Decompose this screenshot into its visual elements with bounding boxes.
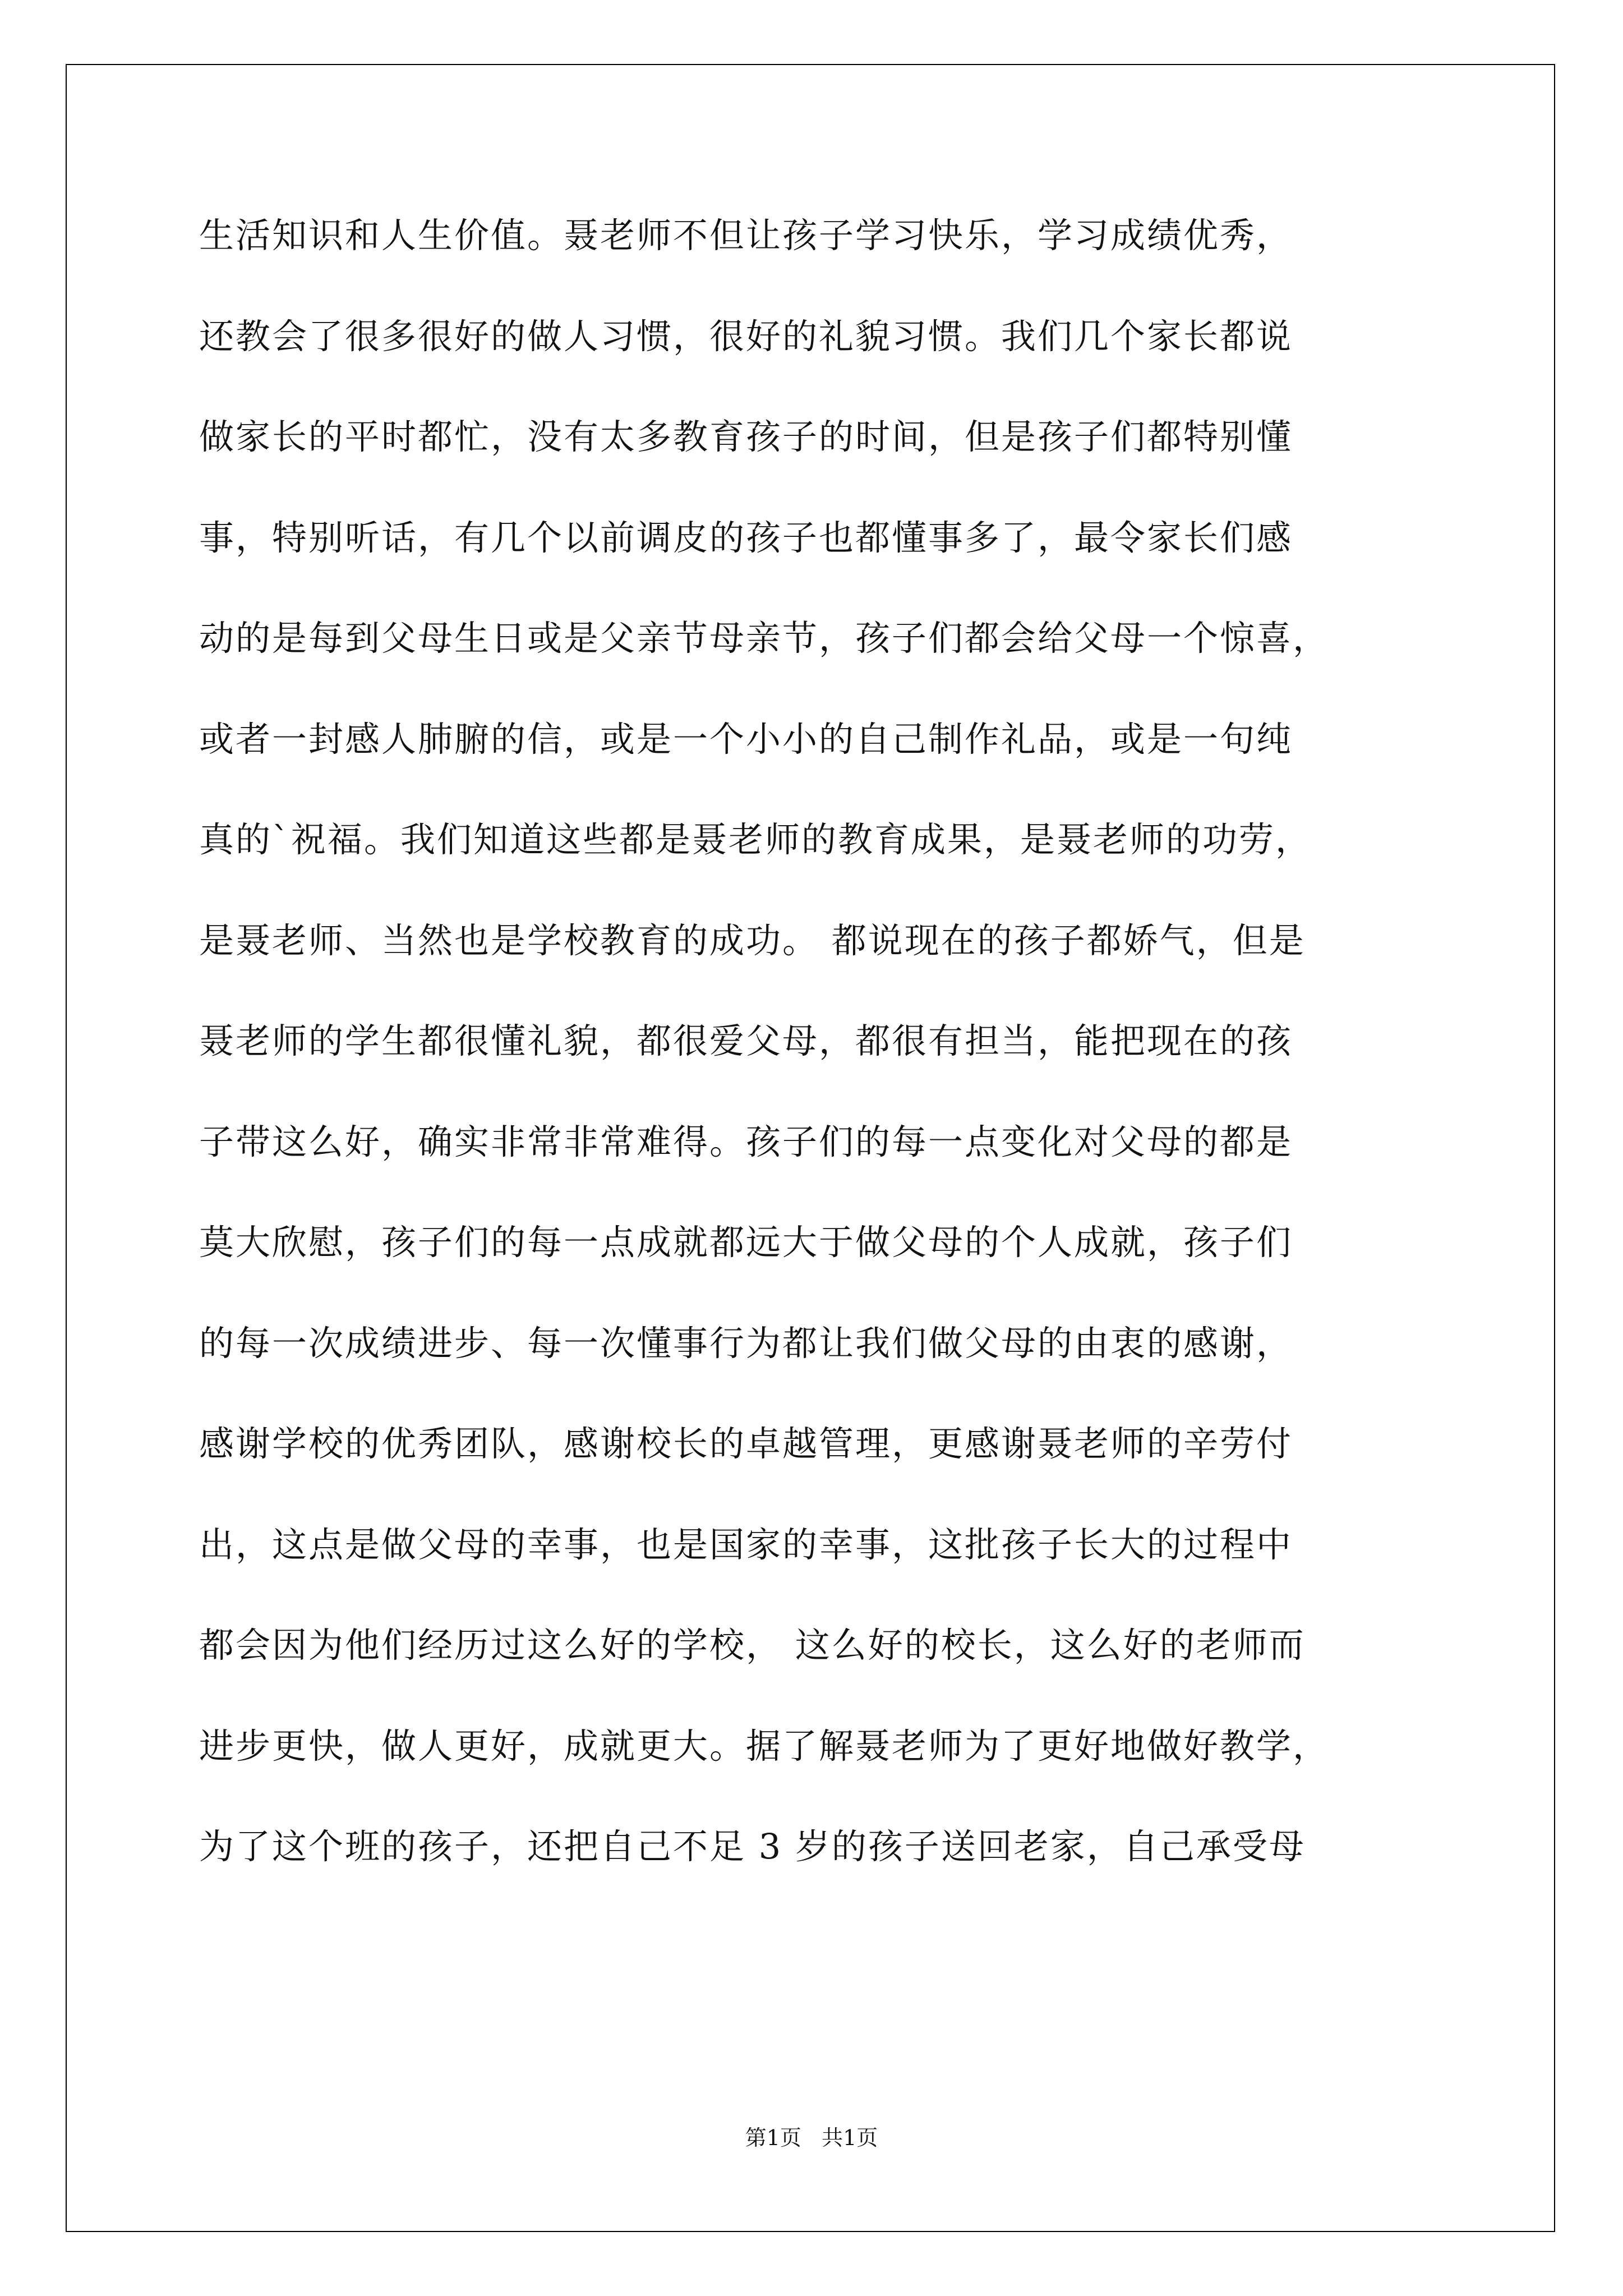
text-line: 都会因为他们经历过这么好的学校， 这么好的校长，这么好的老师而 [199, 1625, 1306, 1665]
text-line: 或者一封感人肺腑的信，或是一个小小的自己制作礼品，或是一句纯 [199, 718, 1293, 760]
text-line: 出，这点是做父母的幸事，也是国家的幸事，这批孩子长大的过程中 [199, 1524, 1293, 1565]
text-line: 莫大欣慰，孩子们的每一点成就都远大于做父母的个人成就，孩子们 [199, 1222, 1293, 1263]
text-line: 真的`祝福。我们知道这些都是聂老师的教育成果，是聂老师的功劳， [199, 819, 1312, 860]
page-footer: 第1页 共1页 [745, 2125, 878, 2150]
text-line: 是聂老师、当然也是学校教育的成功。 都说现在的孩子都娇气，但是 [199, 919, 1306, 961]
text-line: 做家长的平时都忙，没有太多教育孩子的时间，但是孩子们都特别懂 [199, 416, 1293, 457]
document-body [199, 215, 1433, 1931]
text-line: 事，特别听话，有几个以前调皮的孩子也都懂事多了，最令家长们感 [199, 517, 1293, 558]
text-line: 子带这么好，确实非常非常难得。孩子们的每一点变化对父母的都是 [199, 1121, 1293, 1162]
text-line: 感谢学校的优秀团队，感谢校长的卓越管理，更感谢聂老师的辛劳付 [199, 1423, 1293, 1464]
text-line: 进步更快，做人更好，成就更大。据了解聂老师为了更好地做好教学， [199, 1725, 1330, 1766]
text-line: 为了这个班的孩子，还把自己不足 3 岁的孩子送回老家，自己承受母 [199, 1826, 1306, 1867]
text-line: 聂老师的学生都很懂礼貌，都很爱父母，都很有担当，能把现在的孩 [199, 1020, 1293, 1061]
text-line: 的每一次成绩进步、每一次懂事行为都让我们做父母的由衷的感谢， [199, 1322, 1293, 1364]
text-line: 生活知识和人生价值。聂老师不但让孩子学习快乐，学习成绩优秀， [199, 215, 1293, 256]
text-line: 动的是每到父母生日或是父亲节母亲节，孩子们都会给父母一个惊喜， [199, 618, 1330, 659]
text-line: 还教会了很多很好的做人习惯，很好的礼貌习惯。我们几个家长都说 [199, 315, 1293, 357]
